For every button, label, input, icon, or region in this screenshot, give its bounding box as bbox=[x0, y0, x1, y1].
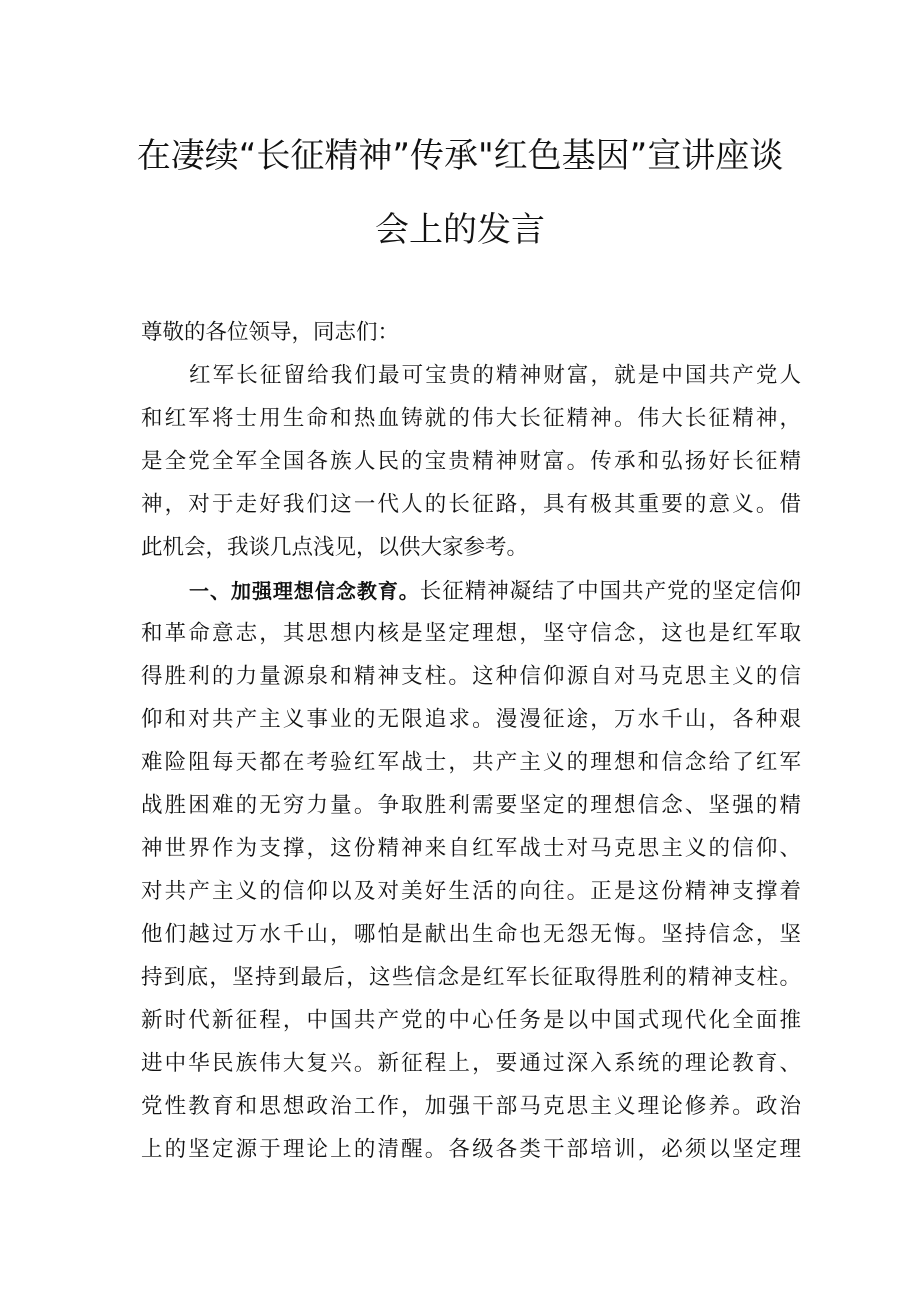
document-title-line-2: 会上的发言 bbox=[375, 210, 545, 250]
paragraph-2-line: 仰和对共产主义事业的无限追求。漫漫征途，万水千山，各种艰 bbox=[141, 707, 801, 732]
paragraph-2-line: 新时代新征程，中国共产党的中心任务是以中国式现代化全面推 bbox=[141, 1008, 801, 1033]
paragraph-2-lead-text: 长征精神凝结了中国共产党的坚定信仰 bbox=[419, 579, 801, 604]
paragraph-2-line: 对共产主义的信仰以及对美好生活的向往。正是这份精神支撑着 bbox=[141, 879, 801, 904]
paragraph-2-line: 和革命意志，其思想内核是坚定理想，坚守信念，这也是红军取 bbox=[141, 621, 801, 646]
paragraph-1-line: 神，对于走好我们这一代人的长征路，具有极其重要的意义。借 bbox=[141, 492, 801, 517]
paragraph-1-line: 和红军将士用生命和热血铸就的伟大长征精神。伟大长征精神， bbox=[141, 406, 801, 431]
paragraph-2-line: 难险阻每天都在考验红军战士，共产主义的理想和信念给了红军 bbox=[141, 750, 801, 775]
paragraph-1-line: 此机会，我谈几点浅见，以供大家参考。 bbox=[141, 535, 529, 560]
paragraph-2-line: 进中华民族伟大复兴。新征程上，要通过深入系统的理论教育、 bbox=[141, 1051, 801, 1076]
document-title-line-1: 在凄续“长征精神”传承"红色基因”宣讲座谈 bbox=[136, 136, 784, 176]
paragraph-1-line: 红军长征留给我们最可宝贵的精神财富，就是中国共产党人 bbox=[189, 363, 801, 388]
paragraph-2-line: 神世界作为支撑，这份精神来自红军战士对马克思主义的信仰、 bbox=[141, 836, 801, 861]
paragraph-2-line: 党性教育和思想政治工作，加强干部马克思主义理论修养。政治 bbox=[141, 1094, 801, 1119]
salutation: 尊敬的各位领导，同志们： bbox=[141, 320, 400, 345]
paragraph-1-line: 是全党全军全国各族人民的宝贵精神财富。传承和弘扬好长征精 bbox=[141, 449, 801, 474]
paragraph-2-line: 持到底，坚持到最后，这些信念是红军长征取得胜利的精神支柱。 bbox=[141, 965, 801, 990]
paragraph-2-line: 得胜利的力量源泉和精神支柱。这种信仰源自对马克思主义的信 bbox=[141, 664, 801, 689]
paragraph-2-line: 他们越过万水千山，哪怕是献出生命也无怨无悔。坚持信念，坚 bbox=[141, 922, 801, 947]
paragraph-2-first-line bbox=[189, 576, 801, 607]
paragraph-2-line: 战胜困难的无穷力量。争取胜利需要坚定的理想信念、坚强的精 bbox=[141, 793, 801, 818]
section-1-heading: 一、加强理想信念教育。 bbox=[189, 579, 420, 603]
paragraph-2-line: 上的坚定源于理论上的清醒。各级各类干部培训，必须以坚定理 bbox=[141, 1137, 801, 1162]
